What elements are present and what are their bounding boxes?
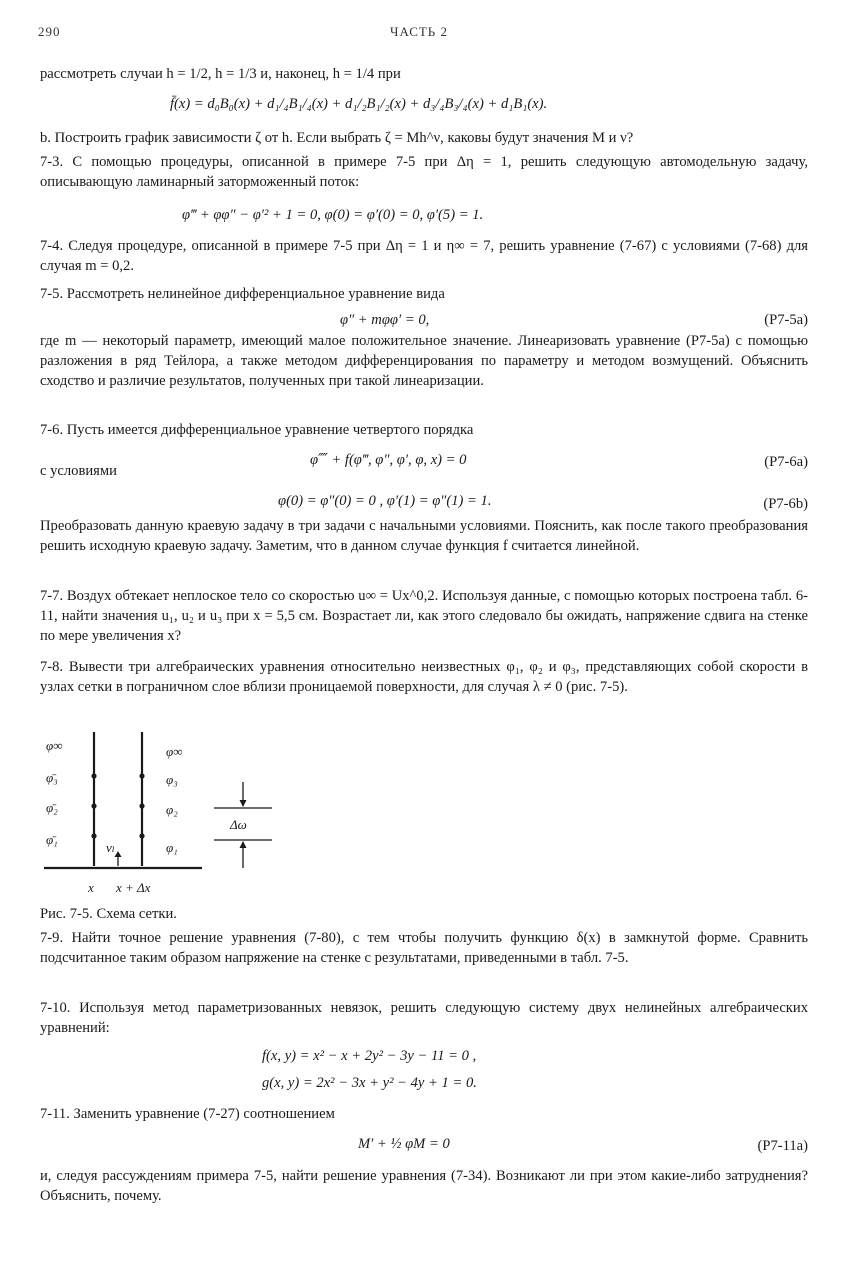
equation-f-bar: f̄(x) = d₀B₀(x) + d₁/₄B₁/₄(x) + d₁/₂B₁/₂(x) + d₃/₄B₃/₄(x) + d₁B₁(x).: [170, 96, 548, 112]
equation-7-3: φ‴ + φφ″ − φ′² + 1 = 0, φ(0) = φ′(0) = 0, φ′(5) = 1.: [182, 207, 484, 223]
problem-7-4: 7-4. Следуя процедуре, описанной в примере 7-5 при Δη = 1 и η∞ = 7, решить уравнение (7-67) с условиями (7-68) для случая m = 0,2.: [40, 238, 808, 274]
left-label-phi1-bar: φ̄₁: [46, 832, 58, 847]
equation-number-p7-5a: (P7-5a): [764, 312, 808, 328]
equation-number-p7-11a: (P7-11a): [757, 1138, 808, 1154]
equation-number-p7-6b: (P7-6b): [763, 496, 808, 512]
grid-node: [91, 773, 96, 778]
right-label-phi3: φ₃: [166, 772, 178, 787]
problem-7-11-body: и, следуя рассуждениям примера 7-5, найти решение уравнения (7-34). Возникают ли при этом какие-либо затруднения? Объяснить, почему.: [40, 1168, 808, 1204]
wall-velocity-label: vₗ: [106, 840, 115, 855]
x-label: x: [88, 880, 94, 895]
intro-line: рассмотреть случаи h = 1/2, h = 1/3 и, наконец, h = 1/4 при: [40, 66, 401, 82]
grid-scheme-figure: [36, 728, 286, 898]
equation-7-10-g: g(x, y) = 2x² − 3x + y² − 4y + 1 = 0.: [262, 1075, 477, 1091]
grid-node: [139, 803, 144, 808]
grid-node: [139, 773, 144, 778]
equation-p7-5a: φ″ + mφφ′ = 0,: [340, 312, 430, 328]
grid-node: [91, 833, 96, 838]
step-arrowhead-down: [240, 800, 247, 807]
left-label-phi2-bar: φ̄₂: [46, 800, 58, 815]
problem-7-5-intro: 7-5. Рассмотреть нелинейное дифференциальное уравнение вида: [40, 286, 445, 302]
equation-number-p7-6a: (P7-6a): [764, 454, 808, 470]
figure-caption: Рис. 7-5. Схема сетки.: [40, 906, 177, 922]
running-title: ЧАСТЬ 2: [390, 24, 449, 39]
item-b-text: b. Построить график зависимости ζ от h. Если выбрать ζ = Mh^ν, каковы будут значения M и ν?: [40, 130, 634, 146]
right-label-phi1: φ₁: [166, 840, 178, 855]
grid-node: [139, 833, 144, 838]
problem-7-9: 7-9. Найти точное решение уравнения (7-80), с тем чтобы получить функцию δ(x) в замкнутой форме. Сравнить подсчитанное таким образом напряжение на стенке с результатами, приведенными в табл. 7-5.: [40, 930, 808, 966]
problem-7-6-intro: 7-6. Пусть имеется дифференциальное уравнение четвертого порядка: [40, 422, 474, 438]
left-label-phi3-bar: φ̄₃: [46, 770, 58, 785]
problem-7-11-intro: 7-11. Заменить уравнение (7-27) соотношением: [40, 1106, 335, 1122]
step-label: Δω: [230, 817, 247, 832]
problem-7-5-body: где m — некоторый параметр, имеющий малое положительное значение. Линеаризовать уравнение (P7-5a) с помощью разложения в ряд Тейлора, а также методом дифференцирования по параметру и методом возмущений. Объяснить сходство и различие результатов, полученных при такой линеаризации.: [40, 333, 808, 389]
x-plus-dx-label: x + Δx: [116, 880, 151, 895]
equation-p7-6a: φ⁗ + f(φ‴, φ″, φ′, φ, x) = 0: [310, 452, 467, 468]
with-conditions-text: с условиями: [40, 463, 117, 479]
problem-7-10: 7-10. Используя метод параметризованных невязок, решить следующую систему двух нелинейных алгебраических уравнений:: [40, 1000, 808, 1036]
equation-7-10-f: f(x, y) = x² − x + 2y² − 3y − 11 = 0 ,: [262, 1048, 477, 1064]
step-arrowhead-up: [240, 841, 247, 848]
right-label-phi-inf: φ∞: [166, 744, 183, 759]
grid-node: [91, 803, 96, 808]
page-number: 290: [38, 24, 61, 39]
equation-p7-11a: M′ + ½ φM = 0: [358, 1136, 450, 1152]
equation-p7-6b: φ(0) = φ″(0) = 0 , φ′(1) = φ″(1) = 1.: [278, 493, 492, 509]
right-label-phi2: φ₂: [166, 802, 178, 817]
problem-7-6-body: Преобразовать данную краевую задачу в три задачи с начальными условиями. Пояснить, как после такого преобразования решить исходную краевую задачу. Заметим, что в данном случае функция f считается линейной.: [40, 518, 808, 554]
problem-7-8: 7-8. Вывести три алгебраических уравнения относительно неизвестных φ₁, φ₂ и φ₃, представляющих собой скорости в узлах сетки в пограничном слое вблизи проницаемой поверхности, для случая λ ≠ 0 (рис. 7-5).: [40, 659, 808, 695]
left-label-phi-inf: φ∞: [46, 738, 63, 753]
wall-velocity-arrowhead: [115, 851, 122, 857]
problem-7-3: 7-3. С помощью процедуры, описанной в примере 7-5 при Δη = 1, решить следующую автомодельную задачу, описывающую ламинарный заторможенный поток:: [40, 154, 808, 190]
problem-7-7: 7-7. Воздух обтекает неплоское тело со скоростью u∞ = Ux^0,2. Используя данные, с помощью которых построена табл. 6-11, найти значения u₁, u₂ и u₃ при x = 5,5 см. Возрастает ли, как этого следовало бы ожидать, напряжение сдвига на стенке по мере увеличения x?: [40, 588, 808, 644]
